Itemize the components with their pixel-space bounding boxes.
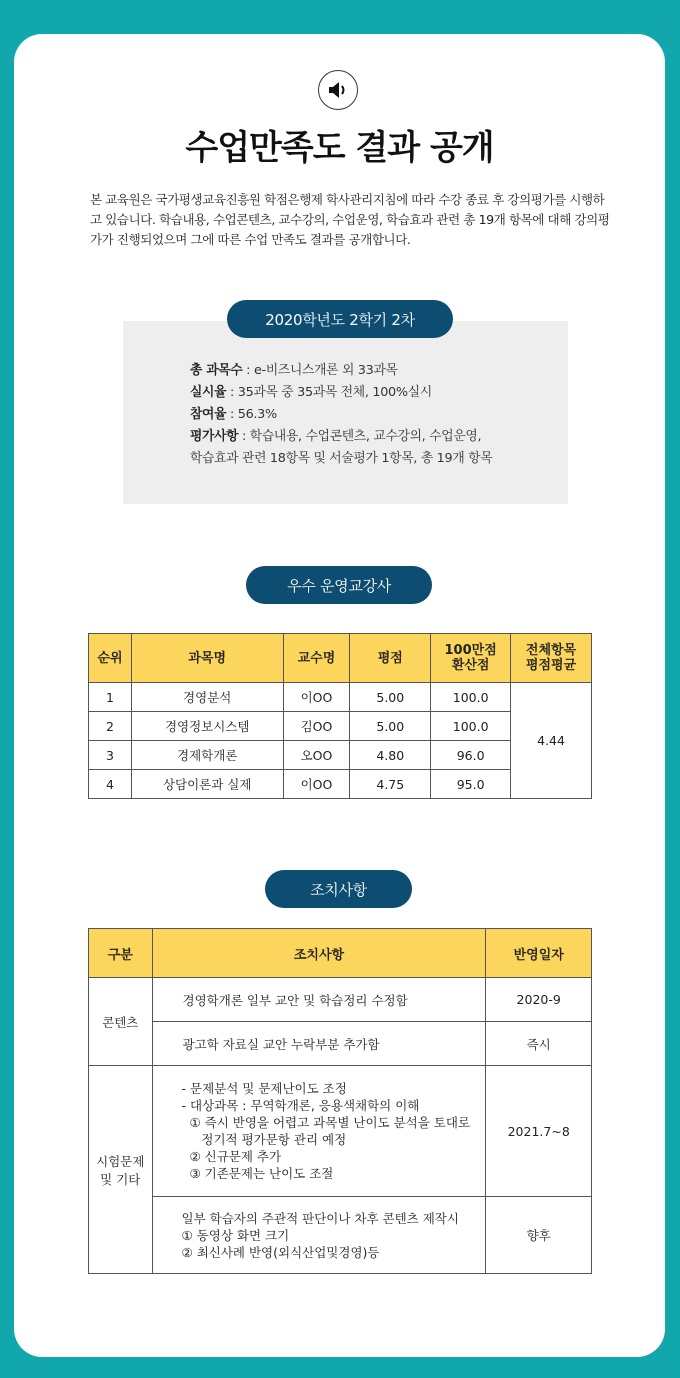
- professor-cell: 김OO: [283, 712, 350, 741]
- overall-average-cell: 4.44: [511, 683, 592, 799]
- header-course: 과목명: [131, 634, 283, 683]
- date-cell: 즉시: [486, 1022, 592, 1066]
- summary-line: 실시율 : 35과목 중 35과목 전체, 100%실시: [190, 385, 432, 400]
- converted-score-cell: 96.0: [431, 741, 511, 770]
- rank-cell: 2: [89, 712, 132, 741]
- table-header-row: [89, 634, 592, 683]
- date-cell: 2021.7~8: [486, 1066, 592, 1197]
- course-cell: 상담이론과 실제: [131, 770, 283, 799]
- header-rank: 순위: [89, 634, 132, 683]
- action-cell: 경영학개론 일부 교안 및 학습정리 수정함: [152, 978, 486, 1022]
- semester-summary-lines: [190, 360, 492, 470]
- speaker-button[interactable]: [318, 70, 358, 110]
- table-header-row: [89, 929, 592, 978]
- header-action: 조치사항: [152, 929, 486, 978]
- professor-cell: 이OO: [283, 683, 350, 712]
- score-cell: 5.00: [350, 683, 431, 712]
- professor-cell: 오OO: [283, 741, 350, 770]
- header-category: 구분: [89, 929, 153, 978]
- actions-table: [88, 928, 592, 1274]
- table-row: [89, 1022, 592, 1066]
- professor-cell: 이OO: [283, 770, 350, 799]
- header-date: 반영일자: [486, 929, 592, 978]
- score-cell: 4.80: [350, 741, 431, 770]
- semester-summary-box: [123, 321, 568, 504]
- action-cell: - 문제분석 및 문제난이도 조정 - 대상과목 : 무역학개론, 응용색채학의 이해 ① 즉시 반영을 어렵고 과목별 난이도 분석을 토대로 정기적 평가문항 관리 예정 ② 신규문제 추가 ③ 기존문제는 난이도 조절: [152, 1066, 486, 1197]
- excellent-instructor-table: [88, 633, 592, 799]
- converted-score-cell: 100.0: [431, 683, 511, 712]
- summary-line: 총 과목수 : e-비즈니스개론 외 33과목: [190, 363, 398, 378]
- header-overall-average: 전체항목 평점평균: [511, 634, 592, 683]
- converted-score-cell: 95.0: [431, 770, 511, 799]
- action-cell: 광고학 자료실 교안 누락부분 추가함: [152, 1022, 486, 1066]
- header-professor: 교수명: [283, 634, 350, 683]
- table-row: [89, 1066, 592, 1197]
- table-row: [89, 1197, 592, 1274]
- actions-pill: 조치사항: [265, 870, 412, 908]
- action-cell: 일부 학습자의 주관적 판단이나 차후 콘텐츠 제작시 ① 동영상 화면 크기 ② 최신사례 반영(외식산업및경영)등: [152, 1197, 486, 1274]
- category-cell: 시험문제 및 기타: [89, 1066, 153, 1274]
- semester-pill: 2020학년도 2학기 2차: [227, 300, 453, 338]
- rank-cell: 4: [89, 770, 132, 799]
- table-row: [89, 683, 592, 712]
- category-cell: 콘텐츠: [89, 978, 153, 1066]
- content-card: [14, 34, 665, 1357]
- excellent-instructor-pill: 우수 운영교강사: [246, 566, 432, 604]
- intro-text: 본 교육원은 국가평생교육진흥원 학점은행제 학사관리지침에 따라 수강 종료 후 강의평가를 시행하고 있습니다. 학습내용, 수업콘텐츠, 교수강의, 수업운영, 학습효과 관련 총 19개 항목에 대해 강의평가가 진행되었으며 그에 따른 수업 만족도 결과를 공개합니다.: [90, 192, 610, 247]
- score-cell: 5.00: [350, 712, 431, 741]
- course-cell: 경영분석: [131, 683, 283, 712]
- converted-score-cell: 100.0: [431, 712, 511, 741]
- course-cell: 경제학개론: [131, 741, 283, 770]
- score-cell: 4.75: [350, 770, 431, 799]
- date-cell: 향후: [486, 1197, 592, 1274]
- table-row: [89, 978, 592, 1022]
- header-converted-score: 100만점 환산점: [431, 634, 511, 683]
- course-cell: 경영정보시스템: [131, 712, 283, 741]
- header-score: 평점: [350, 634, 431, 683]
- page-title: 수업만족도 결과 공개: [185, 128, 494, 168]
- speaker-icon: [327, 81, 349, 99]
- rank-cell: 3: [89, 741, 132, 770]
- date-cell: 2020-9: [486, 978, 592, 1022]
- summary-line: 학습효과 관련 18항목 및 서술평가 1항목, 총 19개 항목: [190, 451, 493, 466]
- rank-cell: 1: [89, 683, 132, 712]
- summary-line: 참여율 : 56.3%: [190, 407, 277, 422]
- summary-line: 평가사항 : 학습내용, 수업콘텐츠, 교수강의, 수업운영,: [190, 429, 482, 444]
